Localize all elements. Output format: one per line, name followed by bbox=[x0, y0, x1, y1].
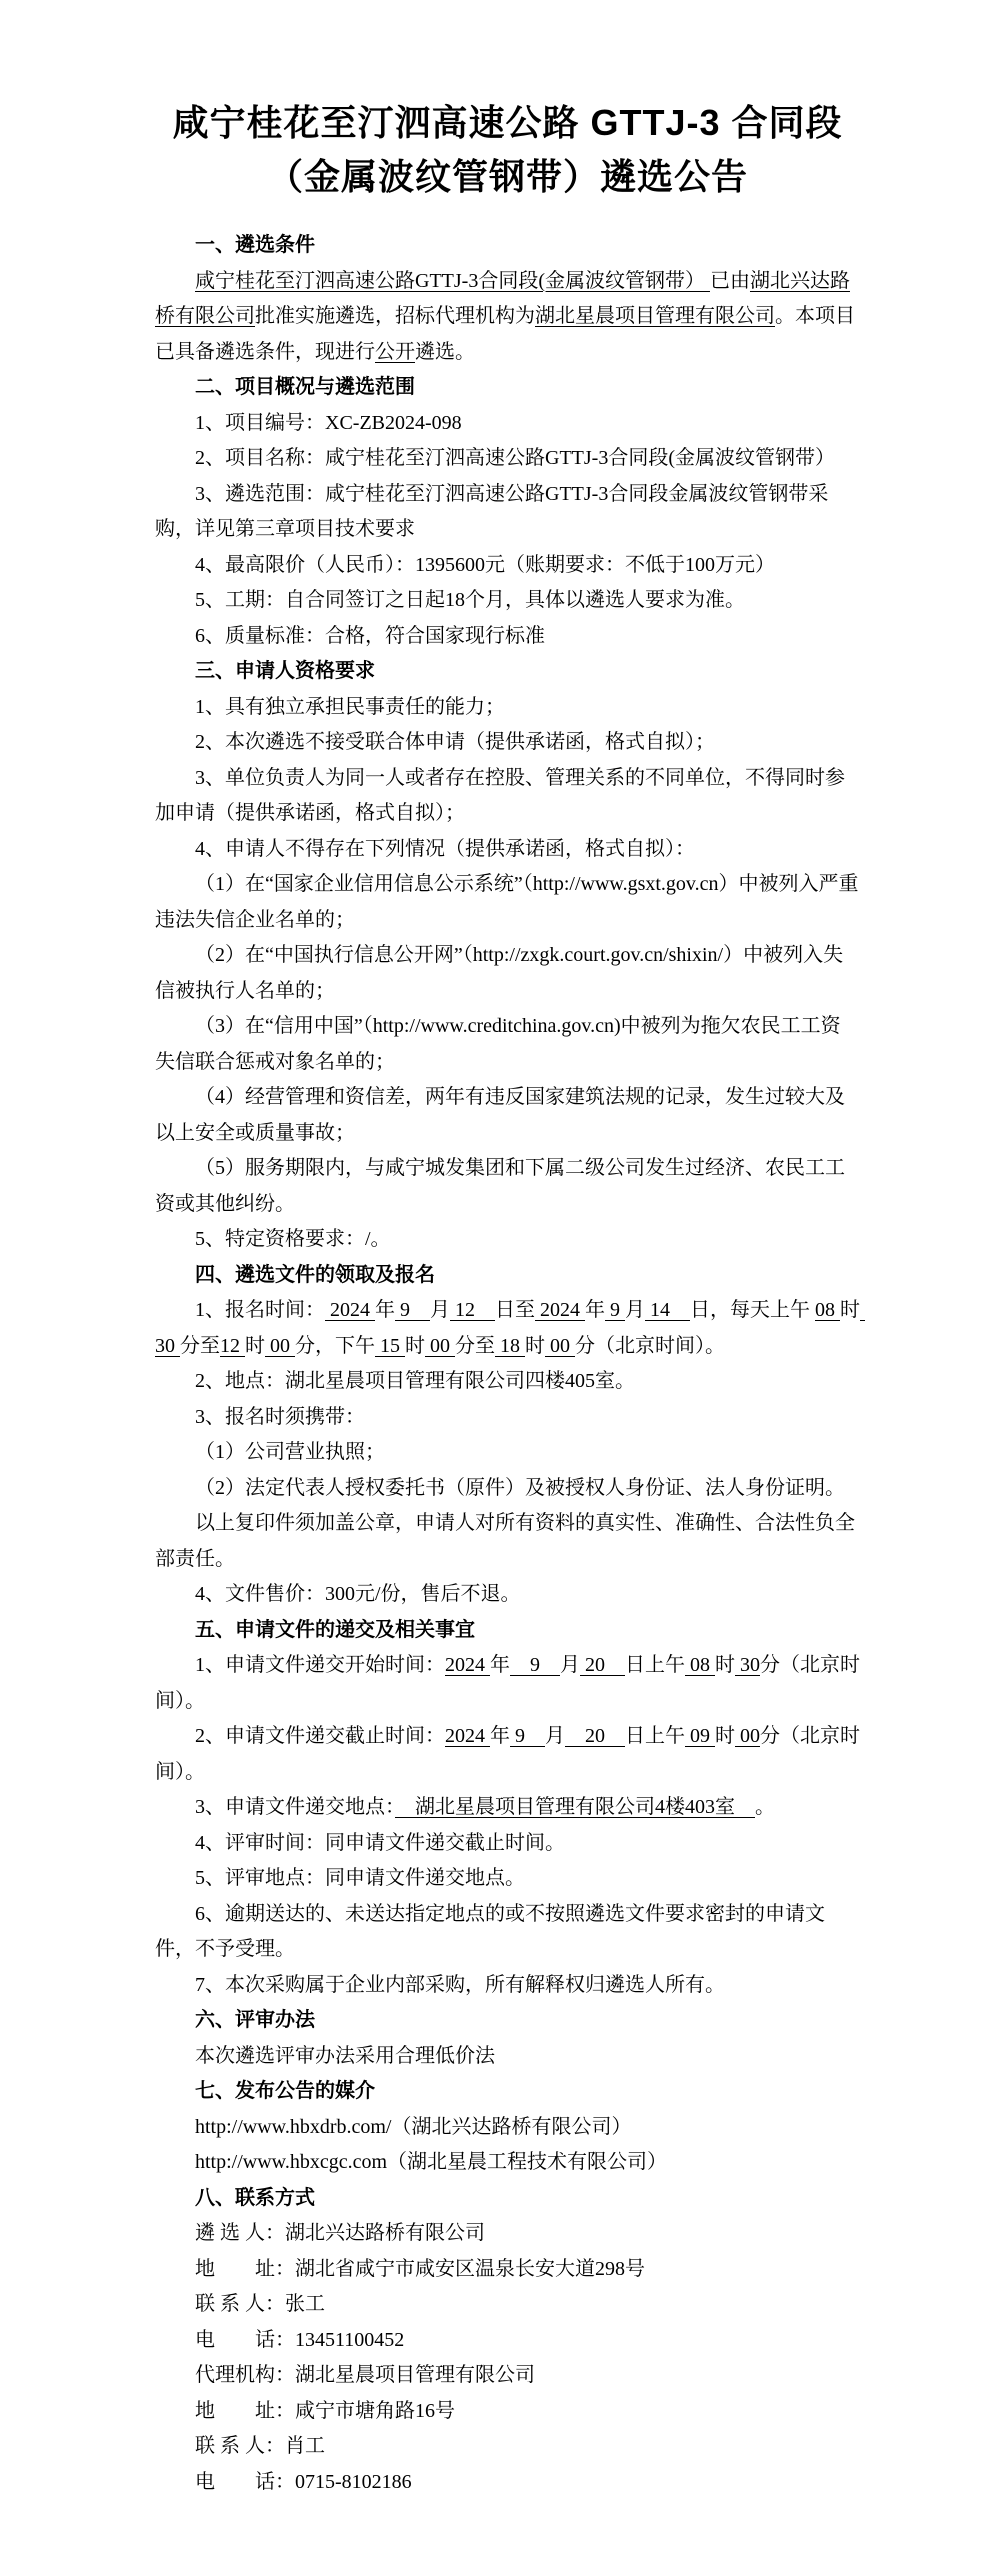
text-run: 月 bbox=[430, 1299, 450, 1321]
document-body bbox=[155, 228, 865, 2500]
underlined-text-run: 9 bbox=[510, 1725, 545, 1747]
underlined-text-run: 20 bbox=[580, 1654, 625, 1676]
text-run: （1）在“国家企业信用信息公示系统”（http://www.gsxt.gov.cn）中被列入严重违法失信企业名单的； bbox=[155, 873, 859, 931]
text-run: 日，每天上午 bbox=[690, 1299, 815, 1321]
underlined-text-run: 00 bbox=[265, 1334, 295, 1357]
text-run: 分至 bbox=[180, 1334, 220, 1357]
section-heading bbox=[155, 1613, 860, 1649]
text-run: 分（北京时间）。 bbox=[575, 1334, 725, 1357]
paragraph bbox=[155, 1897, 860, 1968]
underlined-text-run: 湖北兴达路桥有限公司 bbox=[155, 269, 850, 327]
text-run: 电 话：13451100452 bbox=[195, 2328, 405, 2351]
text-run: （1）公司营业执照； bbox=[195, 1441, 385, 1463]
text-run: 6、质量标准：合格，符合国家现行标准 bbox=[195, 624, 545, 647]
text-run: 三、申请人资格要求 bbox=[195, 660, 375, 682]
paragraph bbox=[155, 2039, 860, 2075]
paragraph bbox=[155, 264, 860, 371]
section-heading bbox=[155, 654, 860, 690]
text-run: 分，下午 bbox=[295, 1334, 375, 1357]
text-run: 批准实施遴选，招标代理机构为 bbox=[255, 305, 535, 327]
text-run: 2、申请文件递交截止时间： bbox=[195, 1725, 445, 1747]
text-run: 遴 选 人：湖北兴达路桥有限公司 bbox=[195, 2222, 485, 2244]
text-run: 5、评审地点：同申请文件递交地点。 bbox=[195, 1867, 525, 1889]
underlined-text-run: 9 bbox=[605, 1299, 625, 1321]
text-run: 6、逾期送达的、未送达指定地点的或不按照遴选文件要求密封的申请文件，不予受理。 bbox=[155, 1902, 825, 1960]
text-run: （4）经营管理和资信差，两年有违反国家建筑法规的记录，发生过较大及以上安全或质量事故； bbox=[155, 1086, 845, 1144]
text-run: 年 bbox=[490, 1725, 510, 1747]
paragraph bbox=[155, 832, 860, 868]
paragraph bbox=[155, 1009, 860, 1080]
underlined-text-run: 12 bbox=[220, 1334, 245, 1357]
paragraph bbox=[155, 2252, 860, 2288]
text-run: 1、具有独立承担民事责任的能力； bbox=[195, 695, 505, 718]
paragraph bbox=[155, 2145, 860, 2181]
paragraph bbox=[155, 1471, 860, 1507]
underlined-text-run: 9 bbox=[395, 1299, 430, 1321]
underlined-text-run: 2024 bbox=[325, 1299, 375, 1321]
text-run: 二、项目概况与遴选范围 bbox=[195, 376, 415, 398]
paragraph bbox=[155, 2394, 860, 2430]
text-run: 本次遴选评审办法采用合理低价法 bbox=[195, 2044, 495, 2067]
paragraph bbox=[155, 2323, 860, 2359]
paragraph bbox=[155, 761, 860, 832]
underlined-text-run: 15 bbox=[375, 1334, 405, 1357]
text-run: 2、本次遴选不接受联合体申请（提供承诺函，格式自拟）； bbox=[195, 731, 715, 753]
paragraph bbox=[155, 1826, 860, 1862]
text-run: 日上午 bbox=[625, 1725, 685, 1747]
text-run: （5）服务期限内，与咸宁城发集团和下属二级公司发生过经济、农民工工资或其他纠纷。 bbox=[155, 1157, 845, 1215]
underlined-text-run: 湖北星晨项目管理有限公司4楼403室 bbox=[395, 1796, 755, 1818]
paragraph bbox=[155, 1222, 860, 1258]
text-run: http://www.hbxcgc.com（湖北星晨工程技术有限公司） bbox=[195, 2151, 668, 2173]
text-run: 时 bbox=[525, 1334, 545, 1357]
paragraph bbox=[155, 1861, 860, 1897]
section-heading bbox=[155, 2181, 860, 2217]
text-run: 日至 bbox=[495, 1299, 535, 1321]
document-title bbox=[155, 96, 860, 204]
text-run: 电 话：0715-8102186 bbox=[195, 2470, 412, 2493]
text-run: 八、联系方式 bbox=[195, 2186, 315, 2209]
text-run: 七、发布公告的媒介 bbox=[195, 2080, 375, 2102]
text-run: 四、遴选文件的领取及报名 bbox=[195, 1263, 435, 1286]
paragraph bbox=[155, 2429, 860, 2465]
underlined-text-run: 00 bbox=[735, 1725, 760, 1747]
text-run: 已由 bbox=[709, 269, 750, 292]
underlined-text-run: 2024 bbox=[535, 1299, 585, 1321]
underlined-text-run: 湖北星晨项目管理有限公司 bbox=[535, 305, 775, 327]
text-run: 5、工期：自合同签订之日起18个月，具体以遴选人要求为准。 bbox=[195, 589, 745, 611]
underlined-text-run: 12 bbox=[450, 1299, 495, 1321]
text-run: 5、特定资格要求：/。 bbox=[195, 1228, 391, 1250]
underlined-text-run: 20 bbox=[565, 1725, 625, 1747]
paragraph bbox=[155, 1293, 865, 1364]
text-run: 3、报名时须携带： bbox=[195, 1405, 365, 1428]
text-run: （3）在“信用中国”（http://www.creditchina.gov.cn)中被列为拖欠农民工工资失信联合惩戒对象名单的； bbox=[155, 1015, 841, 1073]
paragraph bbox=[155, 2465, 860, 2501]
text-run: 4、最高限价（人民币）：1395600元（账期要求：不低于100万元） bbox=[195, 553, 775, 576]
text-run: 时 bbox=[715, 1654, 735, 1676]
paragraph bbox=[155, 1968, 860, 2004]
text-run: 分（北京时间）。 bbox=[155, 1725, 860, 1783]
text-run: 分至 bbox=[455, 1334, 495, 1357]
section-heading bbox=[155, 228, 860, 264]
paragraph bbox=[155, 2110, 860, 2146]
paragraph bbox=[155, 477, 860, 548]
text-run: 2、地点：湖北星晨项目管理有限公司四楼405室。 bbox=[195, 1370, 635, 1392]
text-run: 4、文件售价：300元/份，售后不退。 bbox=[195, 1583, 521, 1605]
underlined-text-run: 09 bbox=[685, 1725, 715, 1747]
underlined-text-run: 18 bbox=[495, 1334, 525, 1357]
text-run: 时 bbox=[840, 1299, 860, 1321]
paragraph bbox=[155, 1151, 860, 1222]
paragraph bbox=[155, 725, 860, 761]
underlined-text-run: 30 bbox=[735, 1654, 760, 1676]
text-run: 年 bbox=[585, 1299, 605, 1321]
section-heading bbox=[155, 370, 860, 406]
text-run: 。 bbox=[755, 1796, 775, 1818]
paragraph bbox=[155, 2216, 860, 2252]
text-run: 时 bbox=[245, 1334, 265, 1357]
paragraph bbox=[155, 441, 860, 477]
text-run: 4、评审时间：同申请文件递交截止时间。 bbox=[195, 1831, 565, 1854]
underlined-text-run: 14 bbox=[645, 1299, 690, 1321]
text-run: 4、申请人不得存在下列情况（提供承诺函，格式自拟）： bbox=[195, 837, 695, 860]
paragraph bbox=[155, 938, 860, 1009]
text-run: 一、遴选条件 bbox=[195, 234, 315, 256]
paragraph bbox=[155, 548, 860, 584]
paragraph bbox=[155, 1506, 860, 1577]
paragraph bbox=[155, 1364, 860, 1400]
text-run: http://www.hbxdrb.com/（湖北兴达路桥有限公司） bbox=[195, 2115, 632, 2138]
paragraph bbox=[155, 406, 860, 442]
text-run: （2）在“中国执行信息公开网”（http://zxgk.court.gov.cn/shixin/）中被列入失信被执行人名单的； bbox=[155, 944, 844, 1002]
text-run: 以上复印件须加盖公章，申请人对所有资料的真实性、准确性、合法性负全部责任。 bbox=[155, 1512, 855, 1570]
text-run: 月 bbox=[625, 1299, 645, 1321]
text-run: 时 bbox=[405, 1334, 425, 1357]
text-run: 年 bbox=[375, 1299, 395, 1321]
underlined-text-run: 2024 bbox=[445, 1654, 490, 1676]
paragraph bbox=[155, 2287, 860, 2323]
text-run: 2、项目名称：咸宁桂花至汀泗高速公路GTTJ-3合同段(金属波纹管钢带） bbox=[195, 447, 835, 469]
text-run: 日上午 bbox=[625, 1654, 685, 1676]
text-run: 3、单位负责人为同一人或者存在控股、管理关系的不同单位，不得同时参加申请（提供承诺函，格式自拟）； bbox=[155, 766, 845, 824]
underlined-text-run: 00 bbox=[425, 1334, 455, 1357]
paragraph bbox=[155, 2358, 860, 2394]
underlined-text-run: 咸宁桂花至汀泗高速公路GTTJ-3合同段(金属波纹管钢带） bbox=[195, 269, 710, 292]
text-run: 地 址：湖北省咸宁市咸安区温泉长安大道298号 bbox=[195, 2257, 645, 2280]
paragraph bbox=[155, 1400, 860, 1436]
text-run: 1、报名时间： bbox=[195, 1299, 325, 1321]
text-run: 时 bbox=[715, 1725, 735, 1747]
text-run: 3、申请文件递交地点： bbox=[195, 1796, 395, 1818]
text-run: 。本项目已具备遴选条件，现进行 bbox=[155, 305, 855, 363]
section-heading bbox=[155, 2003, 860, 2039]
text-run: 7、本次采购属于企业内部采购，所有解释权归遴选人所有。 bbox=[195, 1973, 725, 1996]
text-run: 联 系 人：肖工 bbox=[195, 2435, 325, 2457]
text-run: 月 bbox=[560, 1654, 580, 1676]
text-run: 3、遴选范围：咸宁桂花至汀泗高速公路GTTJ-3合同段金属波纹管钢带采购，详见第三章项目技术要求 bbox=[155, 482, 829, 540]
section-heading bbox=[155, 2074, 860, 2110]
paragraph bbox=[155, 1790, 860, 1826]
underlined-text-run: 9 bbox=[510, 1654, 560, 1676]
paragraph bbox=[155, 1577, 860, 1613]
paragraph bbox=[155, 1435, 860, 1471]
document-title-line-1: 咸宁桂花至汀泗高速公路 GTTJ-3 合同段 bbox=[172, 102, 843, 143]
paragraph bbox=[155, 1080, 860, 1151]
paragraph bbox=[155, 583, 860, 619]
underlined-text-run: 30 bbox=[155, 1299, 865, 1357]
underlined-text-run: 08 bbox=[685, 1654, 715, 1676]
text-run: 月 bbox=[545, 1725, 565, 1747]
underlined-text-run: 2024 bbox=[445, 1725, 490, 1747]
document-title-line-2: （金属波纹管钢带）遴选公告 bbox=[266, 156, 748, 197]
paragraph bbox=[155, 690, 860, 726]
text-run: 联 系 人：张工 bbox=[195, 2293, 325, 2315]
underlined-text-run: 公开 bbox=[375, 340, 415, 363]
text-run: 年 bbox=[490, 1654, 510, 1676]
text-run: 五、申请文件的递交及相关事宜 bbox=[195, 1618, 475, 1641]
underlined-text-run: 08 bbox=[815, 1299, 840, 1321]
text-run: 1、申请文件递交开始时间： bbox=[195, 1654, 445, 1676]
paragraph bbox=[155, 619, 860, 655]
text-run: （2）法定代表人授权委托书（原件）及被授权人身份证、法人身份证明。 bbox=[195, 1476, 845, 1499]
section-heading bbox=[155, 1258, 860, 1294]
text-run: 遴选。 bbox=[415, 340, 475, 363]
text-run: 地 址：咸宁市塘角路16号 bbox=[195, 2399, 455, 2422]
paragraph bbox=[155, 1719, 860, 1790]
text-run: 分（北京时间）。 bbox=[155, 1654, 860, 1712]
text-run: 六、评审办法 bbox=[195, 2009, 315, 2031]
text-run: 1、项目编号：XC-ZB2024-098 bbox=[195, 411, 462, 434]
text-run: 代理机构：湖北星晨项目管理有限公司 bbox=[195, 2364, 535, 2386]
paragraph bbox=[155, 867, 860, 938]
underlined-text-run: 00 bbox=[545, 1334, 575, 1357]
paragraph bbox=[155, 1648, 860, 1719]
